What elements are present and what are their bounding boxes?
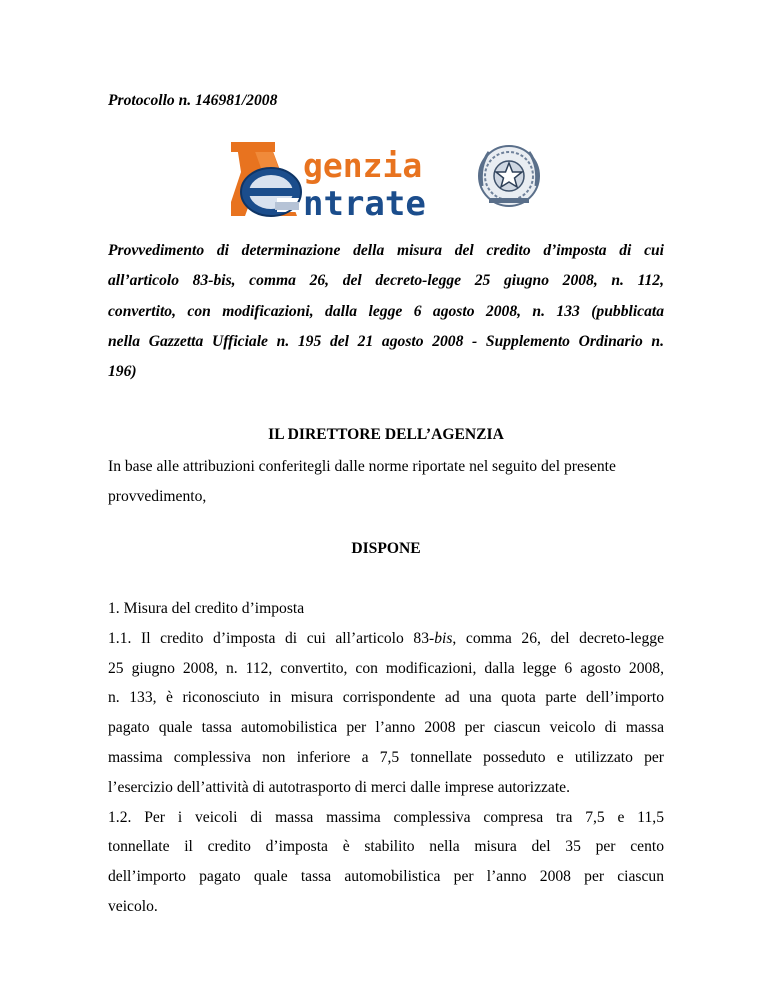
agenzia-entrate-logo: [231, 142, 545, 220]
paragraph-1-1-line: l’esercizio dell’attività di autotrasporto di merci dalle imprese autorizzate.: [108, 778, 570, 796]
protocol-number: Protocollo n. 146981/2008: [108, 92, 278, 109]
title-line: nella Gazzetta Ufficiale n. 195 del 21 agosto 2008 - Supplemento Ordinario n.: [108, 332, 664, 350]
logo-text-ntrate: ntrate: [303, 184, 426, 220]
section-1: [108, 594, 664, 922]
paragraph-1-2-line: tonnellate il credito d’imposta è stabilito nella misura del 35 per cento: [108, 838, 664, 856]
paragraph-1-1-line: massima complessiva non inferiore a 7,5 tonnellate posseduto e utilizzato per: [108, 748, 664, 766]
paragraph-1-1-line: n. 133, è riconosciuto in misura corrispondente ad una quota parte dell’importo: [108, 689, 664, 707]
section-title: 1. Misura del credito d’imposta: [108, 600, 305, 617]
title-line: Provvedimento di determinazione della misura del credito d’imposta di cui: [108, 242, 664, 259]
paragraph-1-1-line: pagato quale tassa automobilistica per l’anno 2008 per ciascun veicolo di massa: [108, 719, 664, 737]
paragraph-1-2-line: 1.2. Per i veicoli di massa massima complessiva compresa tra 7,5 e 11,5: [108, 808, 664, 826]
intro-line: provvedimento,: [108, 487, 207, 505]
paragraph-1-2-line: veicolo.: [108, 897, 158, 915]
paragraph-1-1-line: [108, 624, 664, 654]
repubblica-emblem-icon: [479, 146, 539, 206]
title-line: all’articolo 83-bis, comma 26, del decreto-legge 25 giugno 2008, n. 112,: [108, 272, 664, 290]
paragraph-1-1-line: 25 giugno 2008, n. 112, convertito, con modificazioni, dalla legge 6 agosto 2008,: [108, 659, 664, 677]
paragraph-1-1-post: , comma 26, del decreto-legge: [452, 629, 664, 647]
title-line: 196): [108, 363, 137, 381]
title-line: convertito, con modificazioni, dalla legge 6 agosto 2008, n. 133 (pubblicata: [108, 302, 664, 320]
intro-paragraph: [108, 452, 664, 511]
logo-letter-e-icon: [241, 168, 303, 216]
dispone-heading: DISPONE: [351, 540, 421, 557]
paragraph-1-1-italic: bis: [434, 629, 453, 647]
direttore-heading: IL DIRETTORE DELL’AGENZIA: [268, 426, 504, 443]
provvedimento-title: [108, 236, 664, 387]
paragraph-1-2-line: dell’importo pagato quale tassa automobilistica per l’anno 2008 per ciascun: [108, 868, 664, 886]
logo-text-genzia: genzia: [303, 146, 423, 185]
paragraph-1-1-pre: 1.1. Il credito d’imposta di cui all’articolo 83-: [108, 629, 435, 647]
intro-line: In base alle attribuzioni conferitegli dalle norme riportate nel seguito del presente: [108, 458, 616, 475]
